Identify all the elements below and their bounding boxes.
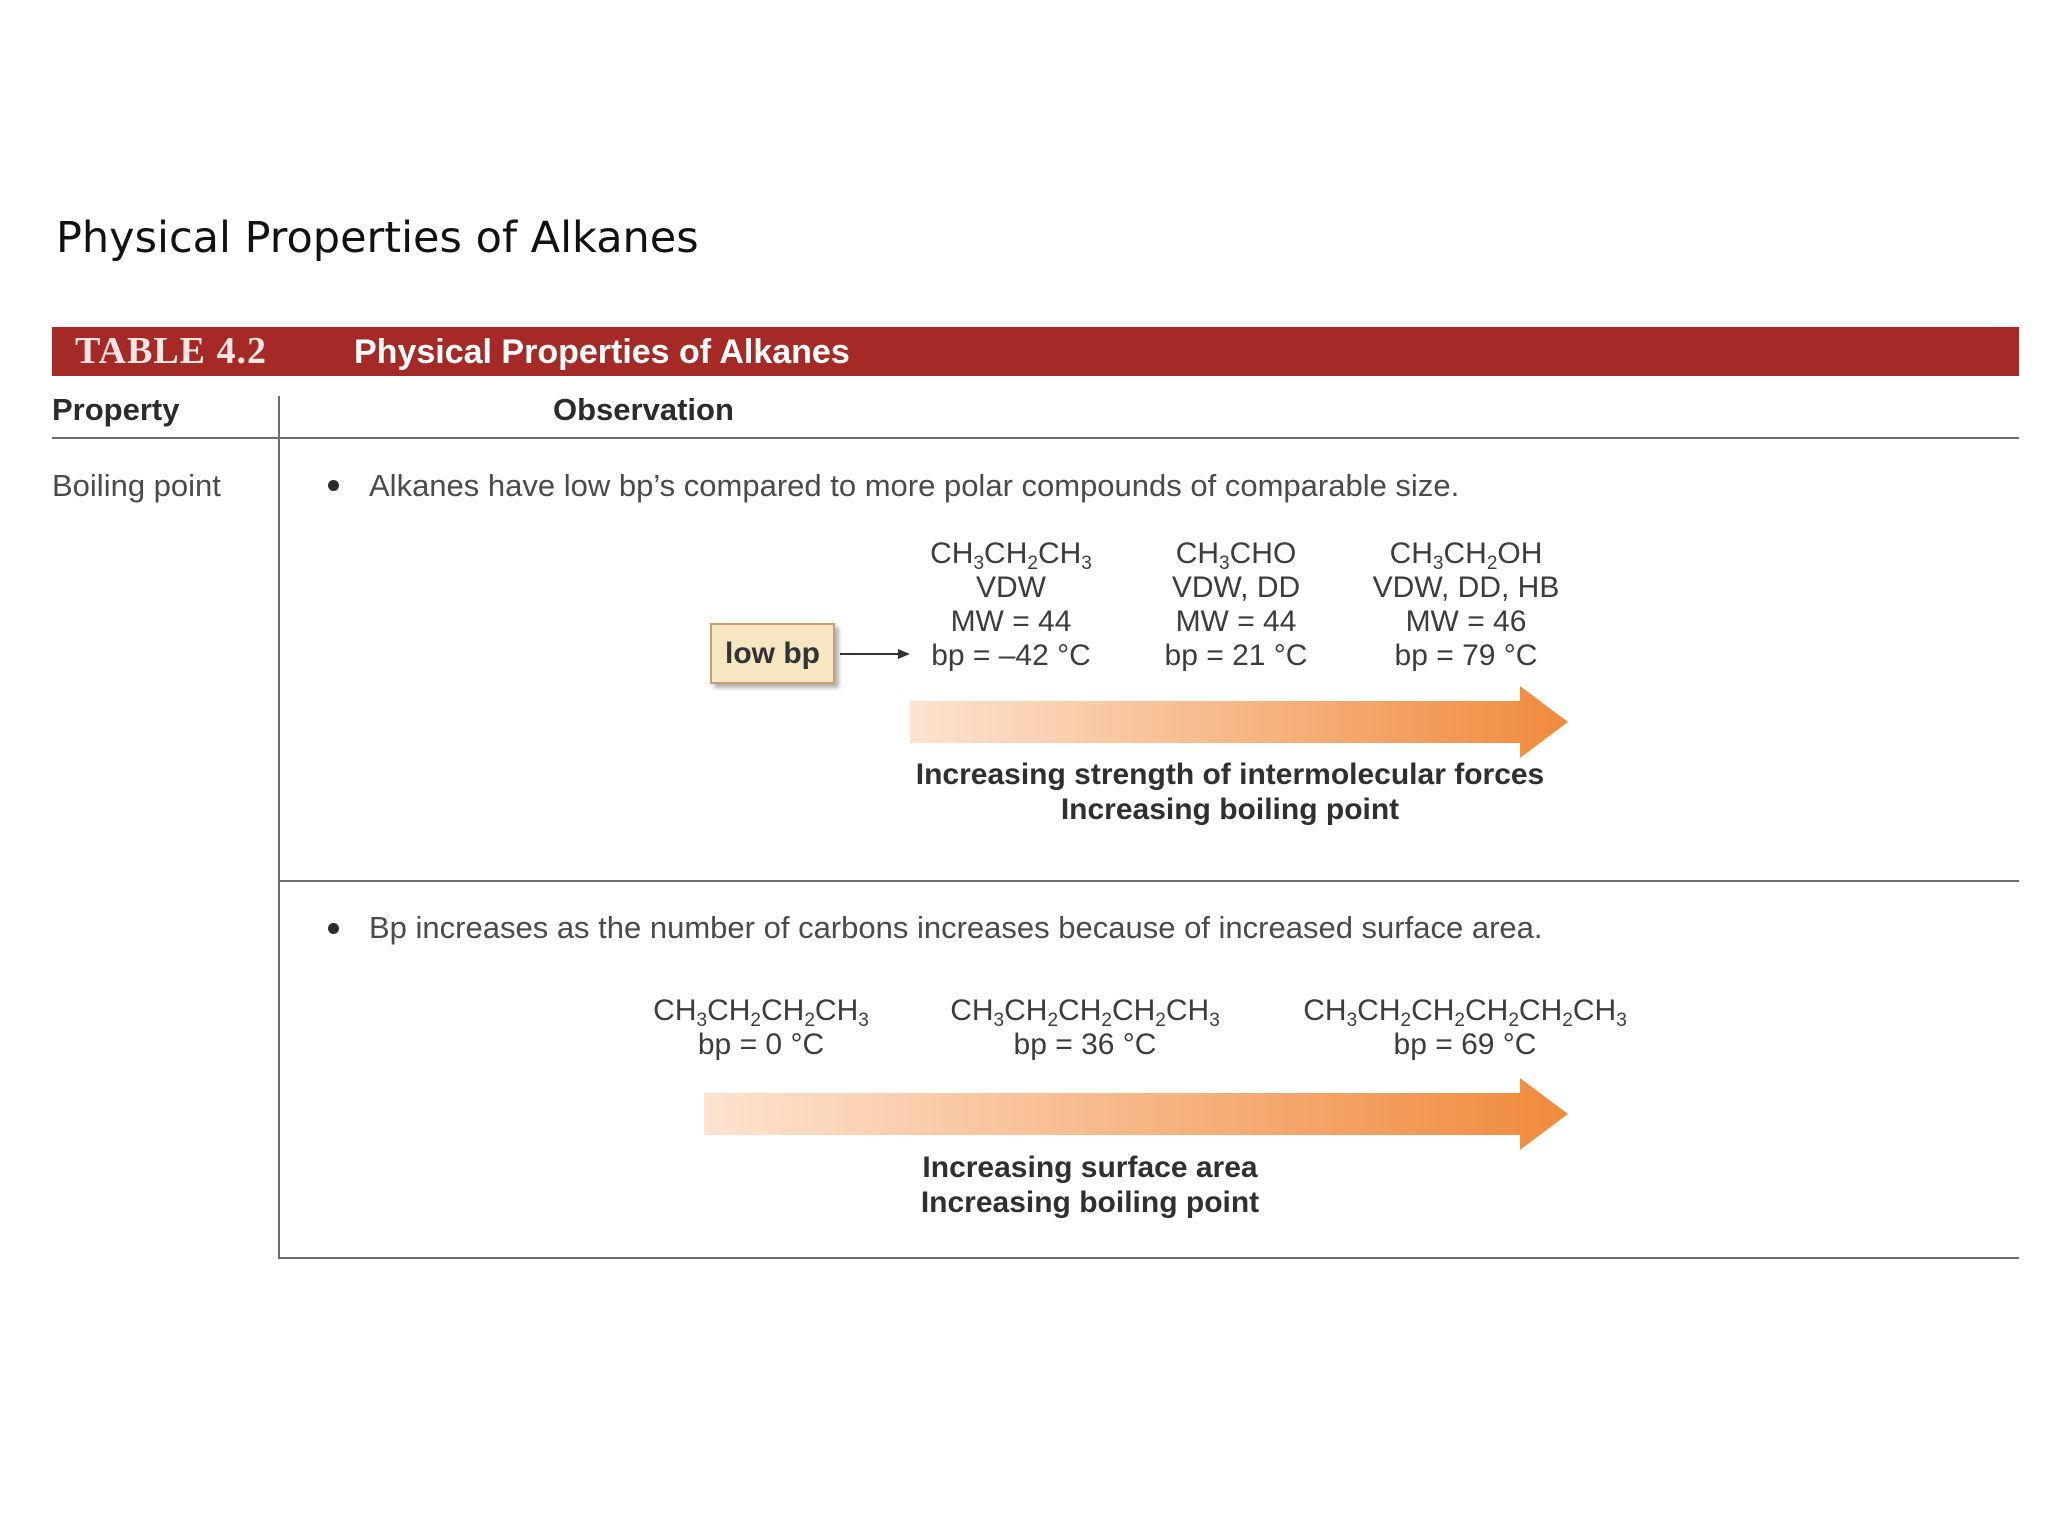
compound-formula: $CH_3CH_2CH_2CH_2CH_3$: [950, 994, 1220, 1031]
table-title: Physical Properties of Alkanes: [354, 333, 850, 371]
compound-hexane: [1280, 994, 1650, 1062]
compound-mw: MW = 44: [950, 605, 1072, 638]
bullet-icon: [328, 480, 339, 491]
compound-bp: bp = 36 °C: [1013, 1028, 1157, 1061]
compound-bp: bp = 69 °C: [1393, 1028, 1537, 1061]
slide-title: Physical Properties of Alkanes: [56, 213, 699, 263]
row-divider: [278, 880, 2019, 882]
column-divider: [278, 396, 280, 1258]
property-boiling-point: Boiling point: [52, 468, 221, 503]
compound-ethanol: [1356, 537, 1576, 673]
low-bp-label: low bp: [710, 623, 835, 684]
compound-formula: $CH_3CH_2CH_2CH_3$: [653, 994, 869, 1031]
arrow-caption: [740, 1150, 1440, 1220]
compound-formula: $CH_3CH_2CH_3$: [930, 537, 1092, 574]
compound-forces: VDW, DD: [1171, 571, 1301, 604]
observation-bullet-1: Alkanes have low bp’s compared to more polar compounds of comparable size.: [369, 468, 1460, 503]
increasing-forces-arrow-icon: [910, 686, 1570, 758]
observation-bullet-2: Bp increases as the number of carbons increases because of increased surface area.: [369, 910, 1543, 945]
compound-bp: bp = 0 °C: [697, 1028, 825, 1061]
compound-bp: bp = –42 °C: [931, 639, 1091, 672]
arrow-caption-line-2: Increasing boiling point: [920, 1186, 1260, 1219]
table-header-banner: [52, 327, 2019, 376]
compound-propane: [906, 537, 1116, 673]
table-bottom-rule: [278, 1257, 2019, 1259]
compound-forces: VDW: [976, 571, 1046, 604]
arrow-caption-line-1: Increasing strength of intermolecular forces: [915, 758, 1545, 791]
pointer-arrow-icon: [840, 646, 912, 662]
compound-formula: $CH_3CH_2OH$: [1389, 537, 1543, 574]
compound-formula: $CH_3CHO$: [1175, 537, 1297, 574]
column-header-observation: Observation: [553, 392, 734, 427]
compound-acetaldehyde: [1146, 537, 1326, 673]
compound-forces: VDW, DD, HB: [1372, 571, 1560, 604]
arrow-caption-line-2: Increasing boiling point: [1060, 793, 1400, 826]
compound-pentane: [930, 994, 1240, 1062]
compound-bp: bp = 79 °C: [1394, 639, 1538, 672]
compound-mw: MW = 46: [1405, 605, 1527, 638]
column-header-property: Property: [52, 392, 180, 427]
compound-bp: bp = 21 °C: [1164, 639, 1308, 672]
compound-mw: MW = 44: [1175, 605, 1297, 638]
increasing-surface-area-arrow-icon: [704, 1078, 1570, 1150]
bullet-icon: [328, 923, 339, 934]
arrow-caption-line-1: Increasing surface area: [922, 1151, 1258, 1184]
header-rule: [52, 437, 2019, 439]
arrow-caption: [880, 757, 1580, 827]
compound-butane: [636, 994, 886, 1062]
compound-formula: $CH_3CH_2CH_2CH_2CH_2CH_3$: [1303, 994, 1627, 1031]
table-number: TABLE 4.2: [75, 330, 268, 372]
